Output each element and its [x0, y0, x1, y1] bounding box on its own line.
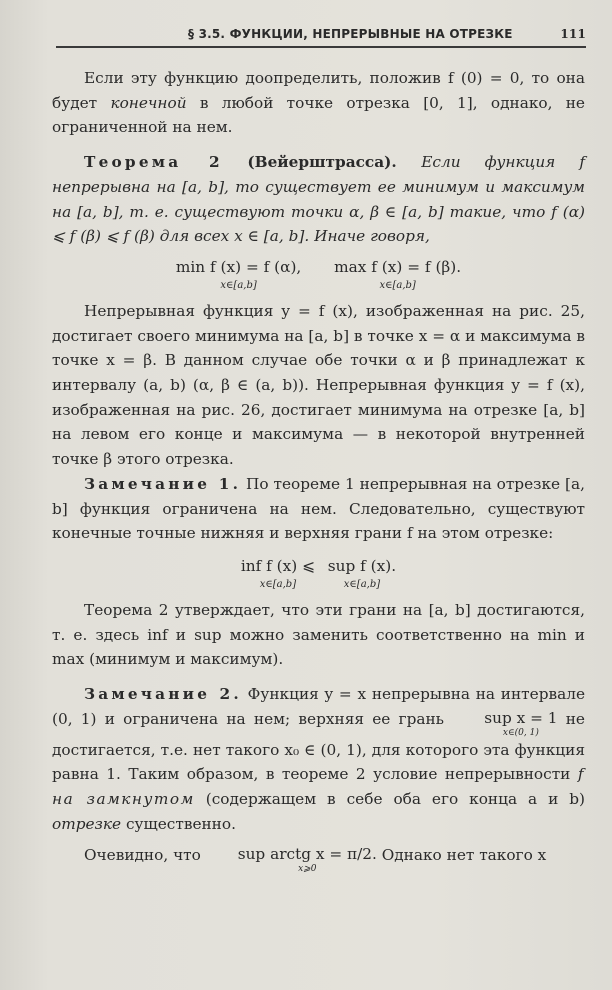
- header-title: § 3.5. ФУНКЦИИ, НЕПРЕРЫВНЫЕ НА ОТРЕЗКЕ: [188, 27, 513, 41]
- text-body: [52, 66, 585, 874]
- remark-2: Замечание 2. Функция y = x непрерывна на интервале (0, 1) и ограничена на нем; верхняя ее грань sup x = 1 x∈(0, 1) не достигается, т.е. нет такого x₀ ∈ (0, 1), для которого эта функция равна 1. Таким образом, в теореме 2 условие непрерывности f на замкнутом (содержащем в себе оба его конца a и b) отрезке существенно.: [52, 685, 585, 833]
- paragraph-3: Теорема 2 утверждает, что эти грани на [a, b] достигаются, т. е. здесь inf и sup можно заменить соответственно на min и max (минимум и максимум).: [52, 600, 585, 669]
- paragraph-1: Если эту функцию доопределить, положив f (0) = 0, то она будет конечной в любой точке отрезка [0, 1], однако, не ограниченной на нем.: [52, 69, 585, 137]
- remark-1: Замечание 1. По теореме 1 непрерывная на отрезке [a, b] функция ограничена на нем. Следовательно, существуют конечные точные нижняя и верхняя грани f на этом отрезке:: [52, 474, 585, 543]
- sup-arctg-formula: sup arctg x = π/2. x⩾0: [237, 844, 377, 874]
- paragraph-4: Очевидно, что sup arctg x = π/2. x⩾0 Однако нет такого x: [84, 844, 547, 874]
- page-number: 111: [560, 27, 586, 41]
- theorem-2-label: Теорема 2: [84, 153, 223, 172]
- theorem-2: Теорема 2 (Вейерштрасса). Если функция f непрерывна на [a, b], то существует ее минимум и максимум на [a, b], т. е. существуют точки α, β ∈ [a, b] такие, что f (α) ⩽ f (β) ⩽ f (β) для всех x ∈ [a, b]. Иначе говоря,: [52, 153, 585, 246]
- formula-inf-sup: inf f (x) ⩽ x∈[a,b] sup f (x). x∈[a,b]: [240, 556, 397, 590]
- running-header: [56, 24, 586, 48]
- sup-x-formula: sup x = 1 x∈(0, 1): [484, 708, 558, 738]
- paragraph-2: Непрерывная функция y = f (x), изображенная на рис. 25, достигает своего минимума на [a, b] в точке x = α и максимума в точке x = β. В данном случае обе точки α и β принадлежат к интервалу (a, b) (α, β ∈ (a, b)). Непрерывная функция y = f (x), изображенная на рис. 26, достигает минимума на отрезке [a, b] на левом его конце и максимума — в некоторой внутренней точке β этого отрезка.: [52, 301, 585, 469]
- formula-min-max: min f (x) = f (α), x∈[a,b] max f (x) = f (β). x∈[a,b]: [175, 257, 462, 291]
